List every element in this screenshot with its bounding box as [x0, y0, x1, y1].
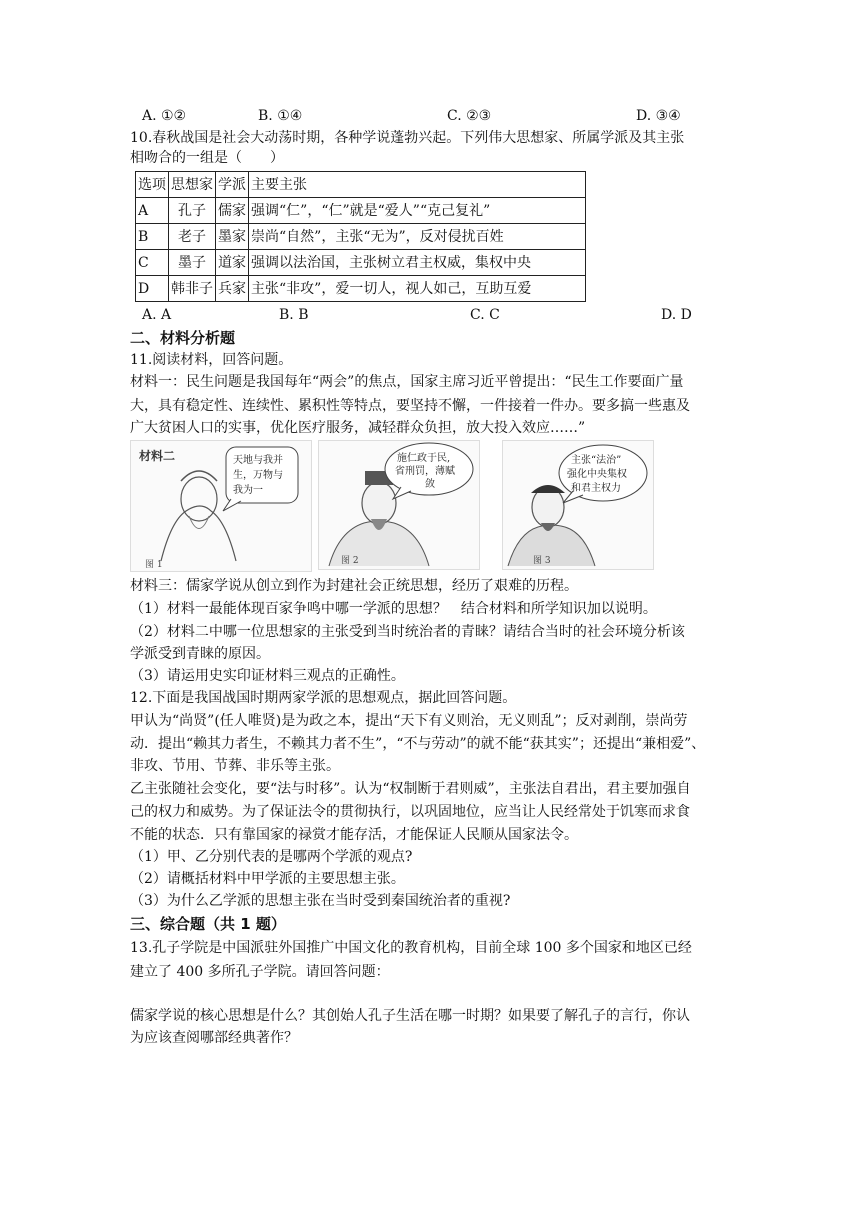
- table-cell: 儒家: [216, 198, 249, 224]
- bubble-line: 天地与我并: [233, 455, 283, 466]
- q12-line: 不能的状态．只有靠国家的禄赏才能存活，才能保证人民顺从国家法令。: [130, 827, 578, 843]
- table-cell: 崇尚“自然”，主张“无为”，反对侵扰百姓: [249, 224, 586, 250]
- q12-line: 非攻、节用、节葬、非乐等主张。: [130, 758, 340, 774]
- figure-caption: 图 2: [341, 556, 359, 566]
- table-cell: C: [136, 250, 169, 276]
- q11-question: （1）材料一最能体现百家争鸣中哪一学派的思想？ 结合材料和所学知识加以说明。: [130, 601, 657, 617]
- table-row: [136, 224, 586, 250]
- table-cell: 墨家: [216, 224, 249, 250]
- q10-stem-line2: 相吻合的一组是（ ）: [130, 150, 284, 166]
- q12-line: 12.下面是我国战国时期两家学派的思想观点，据此回答问题。: [130, 690, 517, 706]
- bubble-line: 我为一: [233, 485, 263, 496]
- table-header-cell: 学派: [216, 172, 249, 198]
- table-cell: 主张“非攻”，爱一切人，视人如己，互助互爱: [249, 276, 586, 302]
- bubble-line: 和君主权力: [571, 483, 621, 494]
- table-row: [136, 198, 586, 224]
- q12-line: 乙主张随社会变化，要“法与时移”。认为“权制断于君则威”，主张法自君出，君主要加强自: [130, 781, 691, 797]
- table-cell: 孔子: [169, 198, 216, 224]
- q10-option-a: A. A: [142, 307, 172, 323]
- figure-1-image: [130, 440, 312, 572]
- q12-line: 动．提出“赖其力者生，不赖其力者不生”，“不与劳动”的就不能“获其实”；还提出“兼相爱”、: [130, 736, 706, 752]
- q11-material1-line: 材料一：民生问题是我国每年“两会”的焦点，国家主席习近平曾提出：“民生工作要面广量: [130, 374, 684, 390]
- q11-question: （2）材料二中哪一位思想家的主张受到当时统治者的青睐？请结合当时的社会环境分析该: [130, 624, 685, 640]
- q11-material1-line: 广大贫困人口的实事，优化医疗服务，减轻群众负担，放大投入效应……”: [130, 420, 586, 436]
- figure-3-image: [502, 440, 654, 570]
- q12-line: （2）请概括材料中甲学派的主要思想主张。: [130, 871, 405, 887]
- q10-stem-line1: 10.春秋战国是社会大动荡时期，各种学说蓬勃兴起。下列伟大思想家、所属学派及其主张: [130, 130, 685, 146]
- q13-question-line: 为应该查阅哪部经典著作？: [130, 1030, 298, 1046]
- q10-option-d: D. D: [661, 307, 692, 323]
- q12-line: 己的权力和威势。为了保证法令的贯彻执行，以巩固地位，应当让人民经常处于饥寒而求食: [130, 804, 690, 820]
- thinker-illustration-3: [503, 441, 653, 569]
- figure-2-image: [318, 440, 480, 570]
- table-cell: 兵家: [216, 276, 249, 302]
- table-cell: 道家: [216, 250, 249, 276]
- table-cell: 老子: [169, 224, 216, 250]
- q11-stem: 11.阅读材料，回答问题。: [130, 352, 293, 368]
- bubble-line: 强化中央集权: [567, 469, 627, 480]
- q9-option-d: D. ③④: [636, 108, 681, 124]
- q9-option-c: C. ②③: [447, 108, 492, 124]
- q13-line: 建立了 400 多所孔子学院。请回答问题：: [130, 964, 390, 980]
- table-cell: D: [136, 276, 169, 302]
- bubble-line: 敛: [425, 479, 435, 490]
- q10-table: [135, 171, 586, 302]
- q12-line: （3）为什么乙学派的思想主张在当时受到秦国统治者的重视?: [130, 893, 511, 909]
- material2-label: 材料二: [139, 449, 176, 463]
- table-row: [136, 276, 586, 302]
- q10-option-c: C. C: [470, 307, 500, 323]
- q12-line: （1）甲、乙分别代表的是哪两个学派的观点?: [130, 849, 413, 865]
- bubble-line: 主张“法治”: [571, 455, 622, 466]
- q11-material3: 材料三：儒家学说从创立到作为封建社会正统思想，经历了艰难的历程。: [130, 578, 578, 594]
- bubble-line: 生，万物与: [233, 470, 283, 481]
- bubble-line: 省刑罚，薄赋: [395, 466, 455, 477]
- table-cell: B: [136, 224, 169, 250]
- table-cell: 强调“仁”，“仁”就是“爱人”“克己复礼”: [249, 198, 586, 224]
- table-header-cell: 思想家: [169, 172, 216, 198]
- figure-caption: 图 1: [145, 560, 163, 570]
- q10-option-b: B. B: [279, 307, 309, 323]
- q12-line: 甲认为“尚贤”(任人唯贤)是为政之本，提出“天下有义则治，无义则乱”；反对剥削，崇尚劳: [130, 713, 688, 729]
- bubble-line: 施仁政于民,: [397, 453, 451, 464]
- table-cell: 强调以法治国，主张树立君主权威，集权中央: [249, 250, 586, 276]
- q13-line: 13.孔子学院是中国派驻外国推广中国文化的教育机构，目前全球 100 多个国家和地区已经: [130, 940, 692, 956]
- q9-option-a: A. ①②: [142, 108, 187, 124]
- figure-caption: 图 3: [533, 556, 551, 566]
- table-row: [136, 250, 586, 276]
- table-header-cell: 主要主张: [249, 172, 586, 198]
- thinker-illustration-2: [319, 441, 479, 569]
- q11-material1-line: 大，具有稳定性、连续性、累积性等特点，要坚持不懈，一件接着一件办。要多搞一些惠及: [130, 398, 690, 414]
- q11-question: 学派受到青睐的原因。: [130, 646, 270, 662]
- table-header-cell: 选项: [136, 172, 169, 198]
- q13-question-line: 儒家学说的核心思想是什么？其创始人孔子生活在哪一时期？如果要了解孔子的言行，你认: [130, 1008, 690, 1024]
- table-cell: 墨子: [169, 250, 216, 276]
- table-cell: 韩非子: [169, 276, 216, 302]
- section-title: 三、综合题（共 1 题）: [130, 915, 286, 933]
- section-title: 二、材料分析题: [130, 329, 236, 347]
- table-header-row: [136, 172, 586, 198]
- q11-question: （3）请运用史实印证材料三观点的正确性。: [130, 668, 405, 684]
- table-cell: A: [136, 198, 169, 224]
- q9-option-b: B. ①④: [258, 108, 303, 124]
